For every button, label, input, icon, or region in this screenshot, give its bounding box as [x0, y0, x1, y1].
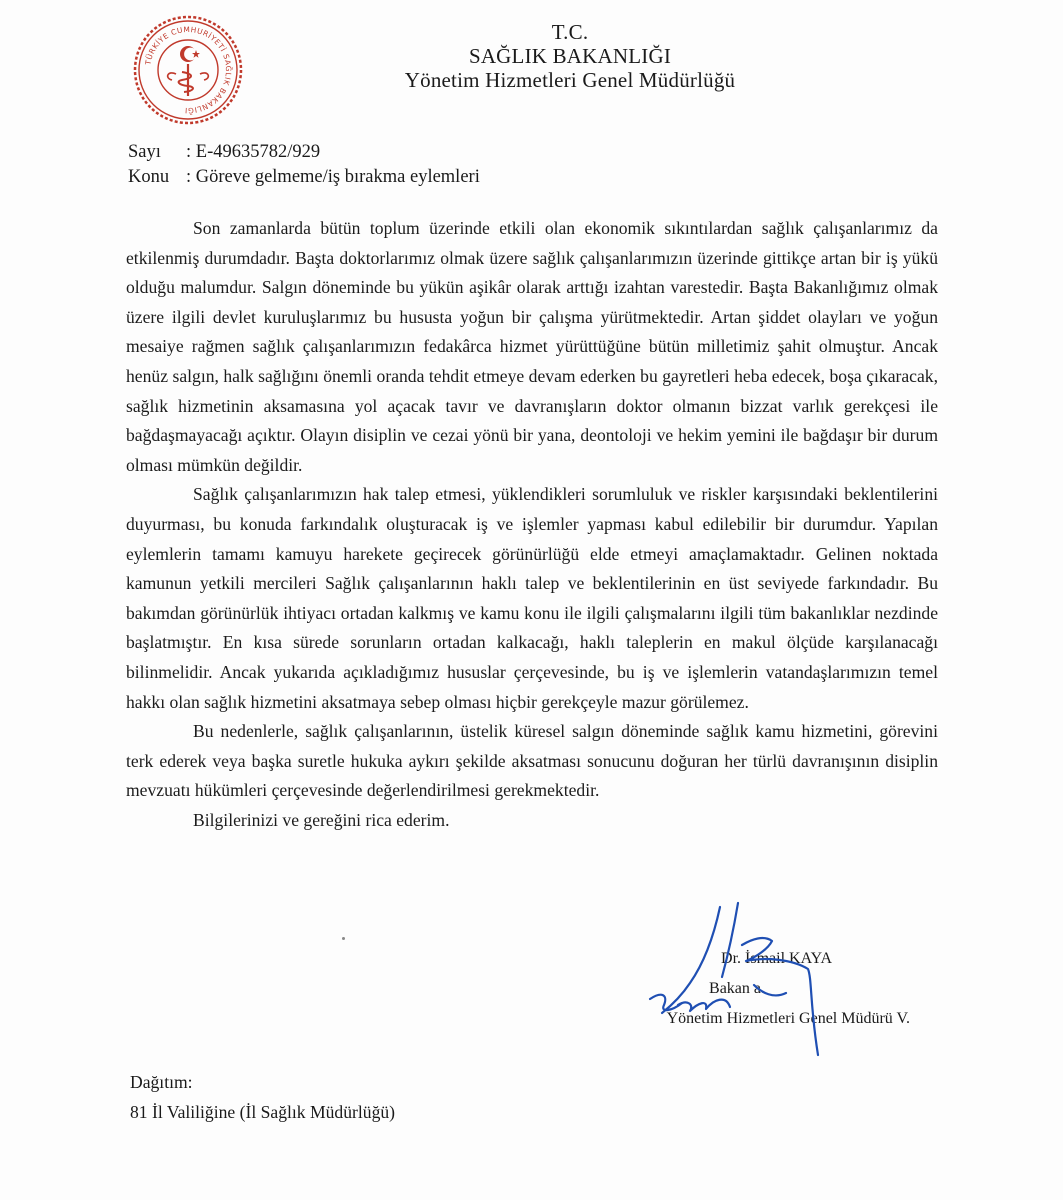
distribution-label: Dağıtım: [130, 1072, 193, 1092]
konu-value: : Göreve gelmeme/iş bırakma eylemleri [186, 167, 480, 187]
paragraph-1: Son zamanlarda bütün toplum üzerinde etkili olan ekonomik sıkıntılardan sağlık çalışanlarımız da etkilenmiş durumdadır. Başta doktorlarımız olmak üzere sağlık çalışanlarımızın üzerinde gittikçe artan bir iş yükü olduğu malumdur. Salgın döneminde bu yükün aşikâr olarak arttığı izahtan varestedir. Başta Bakanlığımız olmak üzere ilgili devlet kuruluşlarımız bu hususta yoğun bir çalışma yürütmektedir. Artan şiddet olayları ve yoğun mesaiye rağmen sağlık çalışanlarımızın fedakârca hizmet yürüttüğüne bütün milletimiz şahit olmuştur. Ancak henüz salgın, halk sağlığını önemli oranda tehdit etmeye devam ederken bu gayretleri heba edecek, boşa çıkaracak, sağlık hizmetinin aksamasına yol açacak tavır ve davranışların doktor olmanın bizzat varlık gerekçesi ile bağdaşmayacağı açıktır. Olayın disiplin ve cezai yönü bir yana, deontoloji ve hekim yemini ile bağdaşır bir durum olması mümkün değildir. [126, 218, 938, 475]
letter-body [126, 214, 938, 835]
konu-label: Konu [128, 167, 170, 187]
signatory-department: Yönetim Hizmetleri Genel Müdürü V. [666, 1010, 910, 1027]
letterhead [330, 20, 810, 92]
sayi-value: : E-49635782/929 [186, 142, 321, 162]
paragraph-2: Sağlık çalışanlarımızın hak talep etmesi, yüklendikleri sorumluluk ve riskler karşısındaki beklentilerini duyurması, bu konuda farkındalık oluşturacak iş ve işlemler yapması kabul edilebilir bir durumdur. Yapılan eylemlerin tamamı kamuyu harekete geçirecek görünürlüğü elde etmeyi amaçlamaktadır. Gelinen noktada kamunun yetkili mercileri Sağlık çalışanlarının haklı talep ve beklentilerinin en üst seviyede farkındadır. Bu bakımdan görünürlük ihtiyacı ortadan kalkmış ve kamu konu ile ilgili çalışmalarını ilgili tüm bakanlıklar nezdinde başlatmıştır. En kısa sürede sorunların ortadan kalkacağı, haklı taleplerin en makul ölçüde karşılanacağı bilinmelidir. Ancak yukarıda açıkladığımız hususlar çerçevesinde, bu iş ve işlemlerin vatandaşlarımızın temel hakkı olan sağlık hizmetini aksatmaya sebep olması hiçbir gerekçeyle mazur görülemez. [126, 484, 938, 712]
konu-row [128, 165, 480, 190]
paragraph-3: Bu nedenlerle, sağlık çalışanlarının, üstelik küresel salgın döneminde sağlık kamu hizmetini, görevini terk ederek veya başka suretle hukuka aykırı şekilde aksatması sonucunu doğuran her türlü davranışının disiplin mevzuatı hükümleri çerçevesinde değerlendirilmesi gerekmektedir. [126, 721, 938, 801]
sayi-label: Sayı [128, 142, 161, 162]
signatory-name: Dr. İsmail KAYA [721, 950, 832, 967]
paragraph-4: Bilgilerinizi ve gereğini rica ederim. [193, 809, 450, 830]
document-meta [128, 140, 480, 190]
sayi-row [128, 140, 480, 165]
distribution-block [130, 1067, 395, 1127]
distribution-recipient: 81 İl Valiliğine (İl Sağlık Müdürlüğü) [130, 1102, 396, 1122]
stray-mark [342, 937, 345, 940]
handwritten-signature [642, 895, 842, 1095]
svg-text:TÜRKİYE CUMHURİYETİ SAĞLIK BAK: TÜRKİYE CUMHURİYETİ SAĞLIK BAKANLIĞI [143, 24, 234, 116]
ministry-seal [132, 14, 244, 126]
header-ministry: SAĞLIK BAKANLIĞI [468, 44, 672, 68]
signatory-title: Bakan a. [709, 980, 765, 997]
header-directorate: Yönetim Hizmetleri Genel Müdürlüğü [404, 68, 736, 92]
header-tc: T.C. [551, 20, 589, 44]
